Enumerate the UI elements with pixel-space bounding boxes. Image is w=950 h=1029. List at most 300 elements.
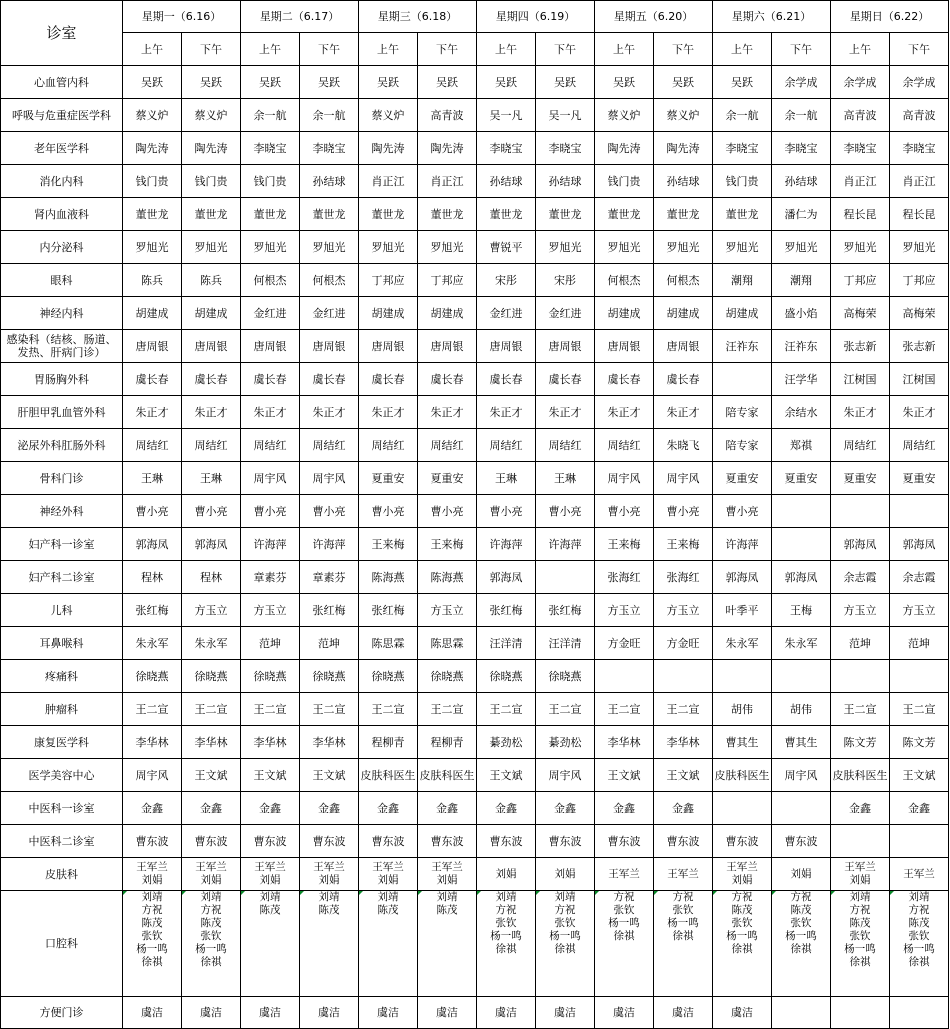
duty-cell: 曹小亮 xyxy=(713,495,772,528)
duty-cell: 朱正才 xyxy=(182,396,241,429)
department-row xyxy=(1,561,949,594)
duty-cell: 汪祚东 xyxy=(713,330,772,363)
duty-cell: 金红进 xyxy=(536,297,595,330)
duty-cell: 许海萍 xyxy=(300,528,359,561)
duty-cell: 章素芬 xyxy=(300,561,359,594)
duty-cell xyxy=(654,660,713,693)
duty-cell: 孙结球 xyxy=(300,165,359,198)
duty-cell: 吴一凡 xyxy=(536,99,595,132)
duty-cell xyxy=(772,792,831,825)
duty-cell xyxy=(772,997,831,1029)
duty-cell: 虞洁 xyxy=(595,997,654,1029)
duty-cell xyxy=(831,660,890,693)
duty-cell: 王军兰 刘娟 xyxy=(418,858,477,891)
duty-cell: 罗旭光 xyxy=(123,231,182,264)
duty-cell: 方祝 张钦 杨一鸣 徐祺 xyxy=(654,891,713,997)
duty-cell: 胡建成 xyxy=(359,297,418,330)
duty-cell: 吴跃 xyxy=(359,66,418,99)
duty-cell: 孙结球 xyxy=(772,165,831,198)
duty-cell: 金鑫 xyxy=(359,792,418,825)
department-row xyxy=(1,198,949,231)
duty-cell: 王文斌 xyxy=(300,759,359,792)
duty-cell: 郭海凤 xyxy=(772,561,831,594)
duty-cell: 刘靖 陈茂 xyxy=(359,891,418,997)
duty-cell: 何根杰 xyxy=(595,264,654,297)
duty-cell: 金红进 xyxy=(241,297,300,330)
duty-cell: 朱正才 xyxy=(241,396,300,429)
duty-cell: 许海萍 xyxy=(713,528,772,561)
duty-cell: 张红梅 xyxy=(359,594,418,627)
duty-cell: 胡建成 xyxy=(595,297,654,330)
duty-cell: 虞洁 xyxy=(182,997,241,1029)
duty-cell: 曹东波 xyxy=(418,825,477,858)
duty-cell: 周宇风 xyxy=(595,462,654,495)
duty-cell: 虞洁 xyxy=(300,997,359,1029)
department-name: 口腔科 xyxy=(1,891,123,997)
duty-cell: 王文斌 xyxy=(477,759,536,792)
department-name: 神经内科 xyxy=(1,297,123,330)
duty-cell: 江树国 xyxy=(831,363,890,396)
duty-cell: 刘娟 xyxy=(772,858,831,891)
duty-cell: 孙结球 xyxy=(536,165,595,198)
duty-cell: 王军兰 xyxy=(595,858,654,891)
duty-cell: 余学成 xyxy=(772,66,831,99)
duty-cell xyxy=(890,660,949,693)
duty-cell: 罗旭光 xyxy=(654,231,713,264)
duty-cell: 曹东波 xyxy=(182,825,241,858)
duty-cell: 王梅 xyxy=(772,594,831,627)
duty-cell: 虞洁 xyxy=(241,997,300,1029)
duty-cell: 唐周银 xyxy=(182,330,241,363)
duty-cell: 潮翔 xyxy=(713,264,772,297)
duty-cell: 高梅荣 xyxy=(890,297,949,330)
department-name: 内分泌科 xyxy=(1,231,123,264)
duty-cell: 方玉立 xyxy=(182,594,241,627)
department-row xyxy=(1,396,949,429)
duty-cell: 罗旭光 xyxy=(300,231,359,264)
duty-cell: 虞长春 xyxy=(477,363,536,396)
duty-cell: 王二宣 xyxy=(831,693,890,726)
duty-cell: 罗旭光 xyxy=(595,231,654,264)
duty-cell: 王二宣 xyxy=(182,693,241,726)
duty-cell: 曹其生 xyxy=(772,726,831,759)
duty-cell: 方玉立 xyxy=(241,594,300,627)
duty-cell: 周结红 xyxy=(595,429,654,462)
duty-cell: 陈思霖 xyxy=(359,627,418,660)
duty-cell: 方玉立 xyxy=(831,594,890,627)
duty-cell: 余志霞 xyxy=(890,561,949,594)
duty-cell: 虞洁 xyxy=(123,997,182,1029)
duty-cell: 陈思霖 xyxy=(418,627,477,660)
duty-cell: 唐周银 xyxy=(241,330,300,363)
duty-cell: 方玉立 xyxy=(418,594,477,627)
duty-cell: 丁邦应 xyxy=(890,264,949,297)
duty-cell: 曹东波 xyxy=(359,825,418,858)
am-header: 上午 xyxy=(831,33,890,66)
duty-cell: 王文斌 xyxy=(890,759,949,792)
am-header: 上午 xyxy=(713,33,772,66)
department-row xyxy=(1,429,949,462)
duty-cell: 张红梅 xyxy=(300,594,359,627)
duty-cell: 金鑫 xyxy=(654,792,713,825)
duty-cell: 胡建成 xyxy=(123,297,182,330)
day-header: 星期五（6.20） xyxy=(595,1,713,33)
duty-cell: 陶先涛 xyxy=(595,132,654,165)
department-name: 儿科 xyxy=(1,594,123,627)
duty-cell: 董世龙 xyxy=(182,198,241,231)
duty-cell: 王二宣 xyxy=(123,693,182,726)
department-row xyxy=(1,660,949,693)
duty-cell: 肖正江 xyxy=(831,165,890,198)
duty-cell: 曹小亮 xyxy=(241,495,300,528)
duty-cell: 周宇风 xyxy=(123,759,182,792)
duty-cell: 刘靖 方祝 陈茂 张钦 杨一鸣 徐祺 xyxy=(182,891,241,997)
duty-cell: 钱门贵 xyxy=(713,165,772,198)
duty-cell: 方祝 陈茂 张钦 杨一鸣 徐祺 xyxy=(713,891,772,997)
duty-cell: 金红进 xyxy=(477,297,536,330)
duty-cell: 王军兰 刘娟 xyxy=(713,858,772,891)
duty-cell: 王二宣 xyxy=(890,693,949,726)
duty-cell: 李晓宝 xyxy=(831,132,890,165)
department-name: 康复医学科 xyxy=(1,726,123,759)
duty-cell: 汪学华 xyxy=(772,363,831,396)
duty-cell: 钱门贵 xyxy=(241,165,300,198)
duty-cell: 罗旭光 xyxy=(182,231,241,264)
duty-cell: 程林 xyxy=(123,561,182,594)
duty-cell: 朱正才 xyxy=(831,396,890,429)
duty-cell: 陶先涛 xyxy=(418,132,477,165)
pm-header: 下午 xyxy=(536,33,595,66)
duty-cell: 吴跃 xyxy=(123,66,182,99)
duty-cell: 江树国 xyxy=(890,363,949,396)
duty-cell: 王二宣 xyxy=(654,693,713,726)
duty-cell: 周结红 xyxy=(477,429,536,462)
duty-cell: 郑祺 xyxy=(772,429,831,462)
day-header: 星期六（6.21） xyxy=(713,1,831,33)
duty-cell: 蔡义炉 xyxy=(654,99,713,132)
duty-cell: 郭海凤 xyxy=(890,528,949,561)
department-name: 妇产科二诊室 xyxy=(1,561,123,594)
duty-cell: 曹锐平 xyxy=(477,231,536,264)
department-row xyxy=(1,264,949,297)
duty-cell: 夏重安 xyxy=(772,462,831,495)
duty-cell: 余学成 xyxy=(890,66,949,99)
duty-cell: 胡建成 xyxy=(713,297,772,330)
duty-cell: 刘靖 方祝 张钦 杨一鸣 徐祺 xyxy=(477,891,536,997)
duty-cell xyxy=(890,825,949,858)
duty-cell: 刘靖 陈茂 xyxy=(418,891,477,997)
department-row xyxy=(1,759,949,792)
duty-cell: 吴跃 xyxy=(595,66,654,99)
duty-cell: 朱正才 xyxy=(123,396,182,429)
duty-cell: 蔡义炉 xyxy=(595,99,654,132)
duty-cell xyxy=(772,660,831,693)
duty-cell: 吴跃 xyxy=(536,66,595,99)
duty-cell: 程柳青 xyxy=(418,726,477,759)
duty-cell: 王文斌 xyxy=(654,759,713,792)
department-name: 中医科一诊室 xyxy=(1,792,123,825)
duty-cell: 高梅荣 xyxy=(831,297,890,330)
am-header: 上午 xyxy=(477,33,536,66)
duty-cell: 程长昆 xyxy=(890,198,949,231)
duty-cell: 王文斌 xyxy=(595,759,654,792)
duty-cell: 吴跃 xyxy=(713,66,772,99)
duty-cell: 曹东波 xyxy=(713,825,772,858)
duty-cell: 余结水 xyxy=(772,396,831,429)
duty-cell: 曹东波 xyxy=(772,825,831,858)
duty-cell: 董世龙 xyxy=(595,198,654,231)
duty-cell: 曹东波 xyxy=(241,825,300,858)
duty-cell: 余一航 xyxy=(300,99,359,132)
duty-cell: 肖正江 xyxy=(359,165,418,198)
duty-cell: 吴跃 xyxy=(654,66,713,99)
duty-cell: 肖正江 xyxy=(890,165,949,198)
duty-cell: 虞长春 xyxy=(654,363,713,396)
duty-cell: 范坤 xyxy=(890,627,949,660)
duty-cell: 王琳 xyxy=(182,462,241,495)
duty-cell: 方玉立 xyxy=(890,594,949,627)
duty-cell: 曹东波 xyxy=(536,825,595,858)
duty-cell: 曹其生 xyxy=(713,726,772,759)
duty-cell xyxy=(772,495,831,528)
duty-cell: 虞洁 xyxy=(654,997,713,1029)
department-name: 消化内科 xyxy=(1,165,123,198)
duty-cell: 程柳青 xyxy=(359,726,418,759)
duty-cell: 郭海凤 xyxy=(831,528,890,561)
duty-cell: 王军兰 刘娟 xyxy=(831,858,890,891)
duty-cell: 曹小亮 xyxy=(418,495,477,528)
duty-cell: 陶先涛 xyxy=(654,132,713,165)
duty-cell: 王军兰 xyxy=(654,858,713,891)
duty-cell: 朱正才 xyxy=(477,396,536,429)
duty-cell: 方祝 陈茂 张钦 杨一鸣 徐祺 xyxy=(772,891,831,997)
department-row xyxy=(1,825,949,858)
duty-cell: 朱正才 xyxy=(300,396,359,429)
duty-cell: 刘娟 xyxy=(477,858,536,891)
duty-cell: 王二宣 xyxy=(536,693,595,726)
duty-cell: 金红进 xyxy=(300,297,359,330)
duty-cell: 吴一凡 xyxy=(477,99,536,132)
duty-cell: 夏重安 xyxy=(359,462,418,495)
duty-cell: 张红梅 xyxy=(477,594,536,627)
duty-cell: 王二宣 xyxy=(418,693,477,726)
am-header: 上午 xyxy=(595,33,654,66)
duty-cell: 周结红 xyxy=(241,429,300,462)
duty-cell: 范坤 xyxy=(300,627,359,660)
duty-cell: 吴跃 xyxy=(477,66,536,99)
duty-cell xyxy=(713,363,772,396)
duty-cell: 余志霞 xyxy=(831,561,890,594)
duty-cell: 曹东波 xyxy=(300,825,359,858)
duty-cell: 张志新 xyxy=(831,330,890,363)
duty-cell: 董世龙 xyxy=(300,198,359,231)
duty-cell: 周结红 xyxy=(418,429,477,462)
duty-cell: 朱晓飞 xyxy=(654,429,713,462)
department-name: 肾内血液科 xyxy=(1,198,123,231)
duty-cell: 李晓宝 xyxy=(477,132,536,165)
duty-cell: 刘靖 陈茂 xyxy=(300,891,359,997)
duty-cell: 吴跃 xyxy=(300,66,359,99)
duty-cell: 曹东波 xyxy=(654,825,713,858)
duty-cell: 罗旭光 xyxy=(359,231,418,264)
duty-cell: 刘娟 xyxy=(536,858,595,891)
duty-cell: 丁邦应 xyxy=(831,264,890,297)
duty-cell: 余一航 xyxy=(241,99,300,132)
duty-cell: 张红梅 xyxy=(536,594,595,627)
duty-cell: 叶季平 xyxy=(713,594,772,627)
duty-cell: 王琳 xyxy=(123,462,182,495)
duty-cell: 朱正才 xyxy=(890,396,949,429)
duty-cell: 唐周银 xyxy=(654,330,713,363)
duty-cell: 郭海凤 xyxy=(123,528,182,561)
duty-cell: 王军兰 刘娟 xyxy=(241,858,300,891)
duty-cell: 朱正才 xyxy=(595,396,654,429)
duty-cell: 金鑫 xyxy=(123,792,182,825)
department-name: 心血管内科 xyxy=(1,66,123,99)
duty-cell: 方祝 张钦 杨一鸣 徐祺 xyxy=(595,891,654,997)
duty-cell: 罗旭光 xyxy=(772,231,831,264)
duty-cell: 曹小亮 xyxy=(477,495,536,528)
duty-cell: 陈海燕 xyxy=(418,561,477,594)
duty-cell: 金鑫 xyxy=(477,792,536,825)
department-name: 方便门诊 xyxy=(1,997,123,1029)
duty-cell: 方金旺 xyxy=(595,627,654,660)
department-name: 泌尿外科肛肠外科 xyxy=(1,429,123,462)
duty-cell: 何根杰 xyxy=(241,264,300,297)
duty-cell: 孙结球 xyxy=(654,165,713,198)
duty-cell: 唐周银 xyxy=(418,330,477,363)
duty-cell: 罗旭光 xyxy=(831,231,890,264)
duty-cell: 章素芬 xyxy=(241,561,300,594)
duty-cell: 董世龙 xyxy=(123,198,182,231)
department-row xyxy=(1,627,949,660)
duty-cell: 徐晓燕 xyxy=(300,660,359,693)
duty-cell: 钱门贵 xyxy=(595,165,654,198)
duty-cell: 王军兰 刘娟 xyxy=(359,858,418,891)
duty-cell: 虞长春 xyxy=(300,363,359,396)
duty-cell: 罗旭光 xyxy=(241,231,300,264)
duty-cell: 汪洋清 xyxy=(477,627,536,660)
duty-cell xyxy=(831,825,890,858)
duty-cell: 王来梅 xyxy=(418,528,477,561)
duty-cell: 虞洁 xyxy=(477,997,536,1029)
duty-cell: 钱门贵 xyxy=(123,165,182,198)
department-name: 胃肠胸外科 xyxy=(1,363,123,396)
duty-cell: 高青波 xyxy=(890,99,949,132)
duty-cell: 李晓宝 xyxy=(890,132,949,165)
duty-cell: 孙结球 xyxy=(477,165,536,198)
duty-cell: 吴跃 xyxy=(241,66,300,99)
duty-cell: 周结红 xyxy=(359,429,418,462)
duty-cell: 虞长春 xyxy=(182,363,241,396)
duty-cell: 金鑫 xyxy=(418,792,477,825)
duty-cell: 方玉立 xyxy=(654,594,713,627)
duty-cell: 范坤 xyxy=(241,627,300,660)
duty-cell: 许海萍 xyxy=(477,528,536,561)
session-header-row xyxy=(1,33,949,66)
duty-cell: 李华林 xyxy=(595,726,654,759)
duty-cell: 王二宣 xyxy=(359,693,418,726)
duty-cell: 唐周银 xyxy=(477,330,536,363)
duty-cell: 綦劲松 xyxy=(477,726,536,759)
duty-cell: 朱正才 xyxy=(536,396,595,429)
duty-cell: 张海红 xyxy=(595,561,654,594)
duty-cell: 虞长春 xyxy=(418,363,477,396)
department-row xyxy=(1,891,949,997)
duty-cell: 曹小亮 xyxy=(300,495,359,528)
duty-cell: 王二宣 xyxy=(300,693,359,726)
department-row xyxy=(1,495,949,528)
duty-cell xyxy=(713,792,772,825)
duty-cell: 王琳 xyxy=(536,462,595,495)
duty-cell: 王文斌 xyxy=(182,759,241,792)
duty-cell: 徐晓燕 xyxy=(182,660,241,693)
duty-cell: 朱永军 xyxy=(713,627,772,660)
duty-cell: 钱门贵 xyxy=(182,165,241,198)
duty-cell: 张海红 xyxy=(654,561,713,594)
duty-cell: 徐晓燕 xyxy=(418,660,477,693)
department-name: 妇产科一诊室 xyxy=(1,528,123,561)
duty-cell: 方金旺 xyxy=(654,627,713,660)
department-row xyxy=(1,132,949,165)
department-row xyxy=(1,99,949,132)
department-row xyxy=(1,165,949,198)
duty-cell: 李华林 xyxy=(241,726,300,759)
duty-cell: 王军兰 刘娟 xyxy=(300,858,359,891)
duty-cell: 唐周银 xyxy=(123,330,182,363)
duty-cell: 李晓宝 xyxy=(300,132,359,165)
duty-cell: 董世龙 xyxy=(359,198,418,231)
duty-cell: 曹小亮 xyxy=(595,495,654,528)
department-row xyxy=(1,528,949,561)
duty-cell: 罗旭光 xyxy=(536,231,595,264)
pm-header: 下午 xyxy=(182,33,241,66)
department-name: 医学美容中心 xyxy=(1,759,123,792)
duty-cell: 刘靖 方祝 陈茂 张钦 杨一鸣 徐祺 xyxy=(831,891,890,997)
duty-cell: 陈兵 xyxy=(182,264,241,297)
duty-cell: 罗旭光 xyxy=(890,231,949,264)
duty-cell: 徐晓燕 xyxy=(123,660,182,693)
duty-cell: 张志新 xyxy=(890,330,949,363)
duty-cell: 金鑫 xyxy=(595,792,654,825)
schedule-body xyxy=(1,66,949,1029)
duty-cell: 徐晓燕 xyxy=(359,660,418,693)
department-row xyxy=(1,66,949,99)
duty-cell: 曹小亮 xyxy=(182,495,241,528)
duty-cell: 周结红 xyxy=(890,429,949,462)
duty-cell: 曹东波 xyxy=(123,825,182,858)
duty-cell: 周结红 xyxy=(182,429,241,462)
duty-cell: 许海萍 xyxy=(536,528,595,561)
pm-header: 下午 xyxy=(890,33,949,66)
duty-cell: 徐晓燕 xyxy=(241,660,300,693)
duty-cell: 何根杰 xyxy=(654,264,713,297)
duty-cell: 汪洋清 xyxy=(536,627,595,660)
duty-cell xyxy=(831,997,890,1029)
duty-cell: 周结红 xyxy=(300,429,359,462)
duty-cell: 罗旭光 xyxy=(418,231,477,264)
duty-cell: 夏重安 xyxy=(713,462,772,495)
duty-cell: 吴跃 xyxy=(418,66,477,99)
day-header: 星期一（6.16） xyxy=(123,1,241,33)
duty-cell: 汪祚东 xyxy=(772,330,831,363)
duty-cell: 胡建成 xyxy=(418,297,477,330)
duty-cell: 陶先涛 xyxy=(182,132,241,165)
duty-cell: 胡伟 xyxy=(772,693,831,726)
department-row xyxy=(1,594,949,627)
duty-cell: 李华林 xyxy=(654,726,713,759)
duty-cell: 朱永军 xyxy=(772,627,831,660)
